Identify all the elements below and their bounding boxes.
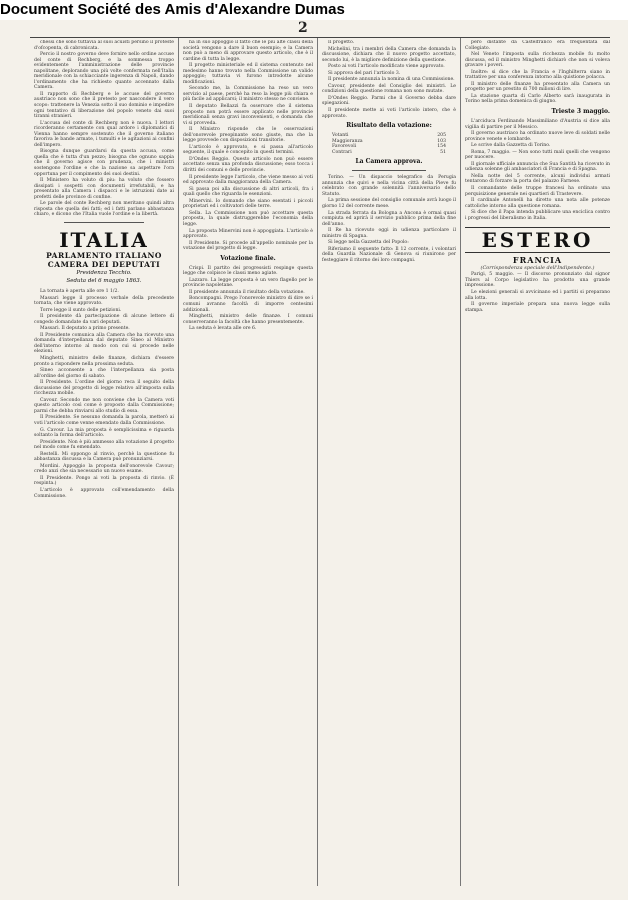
column-separator	[178, 38, 179, 886]
article-paragraph: Riferiamo il seguente fatto: Il 12 corrente, i volontari della Guardia Nazionale di Genova si riunirono per festeggiare il ritorno dei loro compagni.	[322, 246, 456, 263]
article-paragraph: Cavour, presidente del Consiglio dei ministri. Le condizioni della questione romana non sono mutate.	[322, 83, 456, 95]
article-paragraph: Il progetto.	[328, 40, 355, 45]
chamber-heading: CAMERA DEI DEPUTATI	[47, 259, 161, 269]
article-paragraph: Il governo imperiale prepara una nuova legge sulla stampa.	[465, 302, 610, 313]
article-paragraph: Si approva del pari l'articolo 3.	[328, 70, 401, 76]
article-paragraph: La proposta Minervini non è appoggiata. L'articolo è approvato.	[183, 228, 313, 240]
article-paragraph: Mordini. Appoggio la proposta dell'onorevole Cavour; credo anzi che sia necessario un nuovo esame.	[34, 463, 174, 475]
article-paragraph: Presidente. Non è più ammesso alla votazione il progetto nel modo come fu emendato.	[34, 439, 174, 451]
article-paragraph: Sella. La Commissione non può accettare questa proposta, la quale distruggerebbe l'economia della legge.	[183, 210, 313, 227]
column-1-paragraphs-2	[34, 289, 174, 499]
article-paragraph: Michelini, tra i membri della Camera che domanda la discussione, dichiara che il nuovo progetto accettato, secondo lui, è la migliore definizione della questione.	[322, 46, 456, 63]
article-paragraph: Massari. Il deputato a primo presente.	[40, 326, 130, 332]
votes-row: Favorevoli 154	[332, 144, 446, 150]
column-4-paragraphs-2	[465, 119, 610, 221]
column-4-paragraphs-3	[465, 272, 610, 313]
header-rule	[30, 37, 610, 38]
article-paragraph: Il presidente dà partecipazione di alcune lettere di congedo domandate da vari deputati.	[34, 314, 174, 325]
article-paragraph: Il deputato Bellazzi fa osservare che il sistema proposto non potrà essere applicato nelle provincie meridionali senza gravi inconvenienti, e domanda che vi si provveda.	[183, 104, 313, 126]
column-2	[183, 40, 313, 885]
article-paragraph: Il giornale ufficiale annuncia che Sua Santità ha ricevuto in udienza solenne gli ambasciatori di Francia e di Spagna.	[465, 161, 610, 173]
article-paragraph: Crispi. Il partito dei progressisti respinge questa legge che colpisce le classi meno agiate.	[183, 265, 313, 277]
column-3-paragraphs-2	[322, 175, 456, 263]
article-paragraph: Il cardinale Antonelli ha diretto una nota alle potenze cattoliche intorno alla questione romana.	[465, 198, 610, 209]
column-3-paragraphs	[322, 40, 456, 119]
article-paragraph: Minervini. Io domando che siano esentati i piccoli proprietari ed i coltivatori delle terre.	[183, 198, 313, 210]
francia-heading: FRANCIA	[512, 255, 563, 266]
article-paragraph: Inoltre: si dice che la Francia e l'Inghilterra siano in trattative per una conferenza intorno alla quistione polacca.	[465, 69, 610, 81]
article-paragraph: Lazzaro. La legge proposta è un vero flagello per le provincie napoletane.	[183, 277, 313, 289]
article-paragraph: La seduta è levata alle ore 6.	[189, 326, 257, 332]
article-paragraph: Il presidente mette ai voti l'articolo intero, che è approvato.	[322, 108, 456, 119]
article-paragraph: Nella notte del 5 corrente, alcuni individui armati tentarono di forzare la porta del palazzo Farnese.	[465, 173, 610, 185]
presidency-line: Presidenza Tecchio.	[76, 269, 132, 276]
article-paragraph: Minghetti, ministro delle finanze, dichiara d'essere pronto a rispondere nella prossima seduta.	[34, 355, 174, 367]
article-paragraph: Il Re ha ricevuto oggi in udienza particolare il ministro di Spagna.	[322, 228, 456, 239]
article-paragraph: Sineo acconsente a che l'interpellanza sia posta all'ordine del giorno di sabato.	[34, 368, 174, 379]
article-paragraph: Il presidente annunzia il risultato della votazione.	[189, 289, 305, 295]
parliament-heading: PARLAMENTO ITALIANO	[46, 250, 162, 260]
article-paragraph: Le elezioni generali si avvicinano ed i partiti si preparano alla lotta.	[465, 289, 610, 301]
article-paragraph: Il Presidente. Pongo ai voti la proposta di rinvio. (È respinta.)	[34, 475, 174, 487]
article-paragraph: Bisogna dunque guardarsi da questa accusa, come quella che è tutta d'un pezzo; bisogna che ognuno sappia che il governo agisce con prudenza, che i ministri sostengono l'ordine e che la nazione sa aspettare l'ora opportuna per il compimento dei suoi destini.	[34, 149, 174, 177]
article-paragraph: chessi che sono tuttavia al suoi acuisti persino il proteste d'ofcopenta, di cabronicata.	[34, 40, 174, 51]
document-title: Document Société des Amis d'Alexandre Dumas	[0, 1, 345, 18]
votes-row: Contrari 51	[332, 149, 446, 155]
article-paragraph: Il ministro delle finanze ha presentato alla Camera un progetto per un prestito di 700 milioni di lire.	[465, 81, 610, 93]
article-paragraph: Il presidente annunzia la nomina di una Commissione.	[328, 77, 455, 83]
article-paragraph: Il comandante delle truppe francesi ha ordinato una perquisizione generale nei quartieri di Trastevere.	[465, 186, 610, 197]
article-paragraph: Roma, 7 maggio. — Non sono tutti mali quelli che vengono per nuocere.	[465, 149, 610, 161]
article-paragraph: Torre legge il sunto delle petizioni.	[40, 307, 122, 313]
correspondence-line: (Corrispondenza speciale dell'Indipendente.)	[480, 265, 595, 272]
votes-title: Risultato della votazione:	[346, 122, 432, 130]
article-paragraph: Minghetti, ministro delle finanze. I comuni conserveranno la facoltà che hanno presentemente.	[183, 314, 313, 325]
article-paragraph: Percio il nostro governo deve fornire nello ordine accuse del conte di Rechberg, e la sommessa troppo evidentemente l'amministrazione delle provincie napolitane, deplorando una più volte confermata nell'Italia meridionale con la schiacciante ingerenza di Napoli, dando l'ordinamento che ha richiesto quanto accennato dalla Camera.	[34, 52, 174, 91]
article-paragraph: L'accusa del conte di Rechberg non è nuova. I lettori ricorderanno certamente con qual ardore i diplomatici di Vienna hanno sempre sostenuto che il governo italiano favoriva le bande armate, i tumulti e le agitazioni ai confini dell'impero.	[34, 120, 174, 148]
article-paragraph: Parigi, 5 maggio. — Il discorso pronunziato dal signor Thiers al Corpo legislativo ha prodotto una grande impressione.	[465, 272, 610, 289]
article-paragraph: Posto ai voti l'articolo modificato viene approvato.	[328, 64, 445, 70]
article-paragraph: Il Ministro risponde che le osservazioni dell'onorevole preopinante sono giuste, ma che la legge provvede con disposizioni transitorie.	[183, 127, 313, 144]
article-paragraph: Il progetto ministeriale ed il sistema contenuto nel medesimo hanno trovato nella Commissione un valido appoggio; tuttavia vi furono introdotte alcune modificazioni.	[183, 63, 313, 85]
article-paragraph: Secondo me, la Commissione ha reso un vero servizio al paese, perchè ha reso la legge più chiara e più facile ad applicarsi; il ministro stesso ne conviene.	[183, 86, 313, 103]
article-paragraph: Nel Veneto l'imposta sulla ricchezza mobile fu molto discussa, ed il ministro Minghetti dichiarò che non si voleva gravare i poveri.	[465, 52, 610, 69]
article-paragraph: Le parole del conte Rechberg non meritano quindi altra risposta che quella dei fatti; ed i fatti parlano abbastanza chiaro, e dicono che l'Italia vuole l'ordine e la libertà.	[34, 201, 174, 218]
votes-row: Votanti 205	[332, 133, 446, 139]
italia-heading: ITALIA	[59, 227, 149, 252]
sitting-line: Seduta del 6 maggio 1863.	[66, 277, 142, 284]
article-paragraph: La stazione quarta di Carlo Alberto sarà inaugurata in Torino nella prima domenica di giugno.	[465, 93, 610, 105]
article-paragraph: L'articolo è approvato coll'emendamento della Commissione.	[34, 488, 174, 499]
article-paragraph: Boncompagni. Prego l'onorevole ministro di dire se i comuni avranno facoltà di imporre centesimi addizionali.	[183, 296, 313, 313]
article-paragraph: Il rapporto di Rechberg e le accuse del governo austriaco non sono che il pretesto per nascondere il vero scopo: trattenere la Venezia sotto il suo dominio e impedire ogni tentativo di liberazione del popolo veneto dai suoi tiranni stranieri.	[34, 91, 174, 120]
article-paragraph: Il Presidente. Si procede all'appello nominale per la votazione del progetto di legge.	[183, 240, 313, 252]
section-heading: Votazione finale.	[220, 254, 276, 262]
article-paragraph: Torino. — Un dispaccio telegrafico da Perugia annunzia che quivi e nella vicina città della Pieve fu celebrato con grande solennità l'anniversario dello Statuto.	[322, 175, 456, 197]
article-paragraph: La strada ferrata da Bologna a Ancona è ormai quasi compiuta ed aprirà il servizio pubblico prima della fine dell'anno.	[322, 210, 456, 227]
column-1-paragraphs	[34, 40, 174, 218]
divider	[64, 222, 144, 223]
article-paragraph: Le scrive dalla Gazzetta di Torino.	[471, 143, 551, 149]
estero-heading-block	[465, 227, 610, 253]
votes-row: Maggioranza 103	[332, 138, 446, 144]
article-paragraph: Si legge nella Gazzetta del Popolo:	[328, 240, 409, 246]
votes-result: La Camera approva.	[355, 158, 423, 166]
votes-table	[322, 133, 456, 155]
column-2-paragraphs	[183, 40, 313, 252]
article-paragraph: Si passa poi alla discussione di altri articoli, fra i quali quello che riguarda le esenzioni.	[183, 186, 313, 198]
article-paragraph: L'articolo è approvato, e si passa all'articolo seguente, il quale è concepito in questi termini.	[183, 144, 313, 156]
article-paragraph: Si dice che il Papa intenda pubblicare una enciclica contro i progressi del liberalismo in Italia.	[465, 210, 610, 221]
column-4-paragraphs	[465, 40, 610, 105]
article-paragraph: ha in suo appoggio il fatto che le più alte classi della società vengono a dare il buon esempio; e la Camera non può a meno di approvare questo articolo, che è il cardine di tutta la legge.	[183, 40, 313, 62]
article-paragraph: Restelli. Mi oppongo al rinvio, perchè la questione fu abbastanza discussa e la Camera può pronunziarsi.	[34, 451, 174, 463]
italia-heading-block	[34, 229, 174, 285]
article-paragraph: Cavour. Secondo me non conviene che la Camera voti questo articolo così come è proposto dalla Commissione; parmi che debba rinviarsi allo studio di essa.	[34, 397, 174, 414]
column-separator	[460, 38, 461, 886]
article-paragraph: Massari legge il processo verbale della precedente tornata, che viene approvato.	[34, 295, 174, 307]
article-paragraph: Il Presidente. Se nessuno domanda la parola, metterò ai voti l'articolo come venne emendato dalla Commissione.	[34, 415, 174, 426]
article-paragraph: Il Presidente. L'ordine del giorno reca il seguito della discussione del progetto di legge relativo all'imposta sulla ricchezza mobile.	[34, 380, 174, 397]
article-paragraph: Il governo austriaco ha ordinato nuove leve di soldati nelle province venete e lombarde.	[465, 131, 610, 142]
column-separator	[317, 38, 318, 886]
article-paragraph: La tornata è aperta alle ore 1 1/2.	[40, 288, 119, 294]
article-paragraph: L'arciduca Ferdinando Massimiliano d'Austria si dice alla vigilia di partire per il Messico.	[465, 119, 610, 130]
article-paragraph: Il presidente legge l'articolo, che viene messo ai voti ed approvato dalla maggioranza della Camera.	[183, 174, 313, 186]
article-paragraph: Il Presidente comunica alla Camera che ha ricevuto una domanda d'interpellanza dal deputato Sineo al Ministro dell'interno intorno al modo con cui si procede nelle elezioni.	[34, 332, 174, 355]
divider	[352, 170, 426, 171]
page-number: 2	[298, 20, 308, 36]
estero-heading: ESTERO	[481, 228, 594, 253]
column-2-paragraphs-2	[183, 266, 313, 332]
article-paragraph: D'Ondes Reggio. Questo articolo non può essere accettato senza una profonda discussione; esso tocca i diritti dei comuni e delle provincie.	[183, 156, 313, 174]
column-3	[322, 40, 456, 885]
dateline-trieste: Trieste 3 maggio.	[551, 108, 610, 116]
article-paragraph: però distante da Castelfranco era frequentata dal Collegiato.	[465, 40, 610, 51]
article-paragraph: D'Ondes Reggio. Parmi che il Governo debba dare spiegazioni.	[322, 95, 456, 107]
column-1	[34, 40, 174, 885]
column-4	[465, 40, 610, 885]
article-paragraph: G. Cavour. La mia proposta è semplicissima e riguarda soltanto la forma dell'articolo.	[34, 427, 174, 439]
header-bar	[0, 0, 628, 20]
article-paragraph: La prima sessione del consiglio comunale avrà luogo il giorno 12 del corrente mese.	[322, 198, 456, 210]
article-paragraph: Il Ministero ha voluto di piu: ha voluto che fossero dissipati i sospetti con documenti irrefutabili, e ha presentato alla Camera i dispacci e le istruzioni date ai prefetti delle province di confine.	[34, 178, 174, 200]
